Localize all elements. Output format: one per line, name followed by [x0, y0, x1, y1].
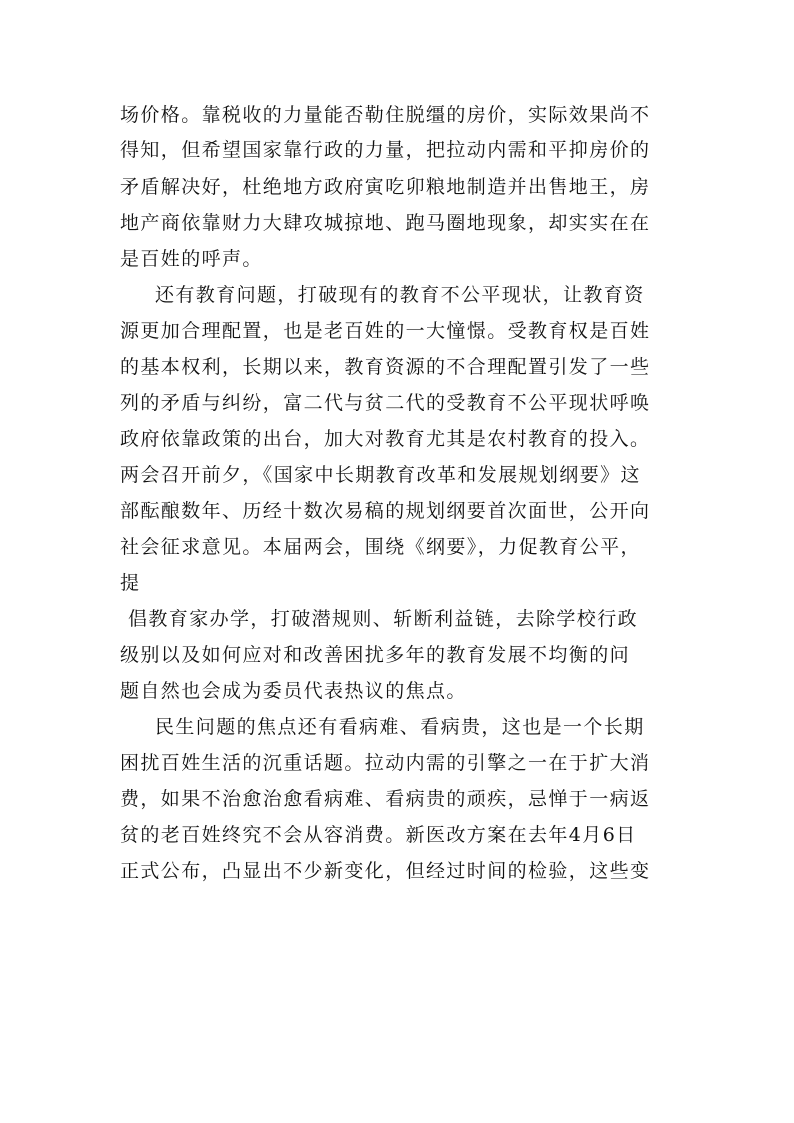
paragraph-start-line: 还有教育问题，打破现有的教育不公平现状，让教育资: [155, 284, 645, 306]
paragraph-start-line: 民生问题的焦点还有看病难、看病贵，这也是一个长期: [155, 716, 645, 738]
text-line: 两会召开前夕，《国家中长期教育改革和发展规划纲要》这: [120, 464, 641, 486]
text-line: 源更加合理配置，也是老百姓的一大憧憬。受教育权是百姓: [120, 320, 651, 342]
text-line: 的基本权利，长期以来，教育资源的不合理配置引发了一些: [120, 356, 651, 378]
text-line: 列的矛盾与纠纷，富二代与贫二代的受教育不公平现状呼唤: [120, 392, 651, 414]
text-line: 贫的老百姓终究不会从容消费。新医改方案在去年4月6日: [120, 824, 637, 846]
text-line: 场价格。靠税收的力量能否勒住脱缰的房价，实际效果尚不: [120, 104, 651, 126]
text-line: 费，如果不治愈治愈看病难、看病贵的顽疾，忌惮于一病返: [120, 788, 651, 810]
text-line: 题自然也会成为委员代表热议的焦点。: [120, 680, 467, 702]
text-line: 矛盾解决好，杜绝地方政府寅吃卯粮地制造并出售地王，房: [120, 176, 651, 198]
text-line: 级别以及如何应对和改善困扰多年的教育发展不均衡的问: [120, 644, 631, 666]
text-line: 是百姓的呼声。: [120, 248, 263, 270]
text-line: 得知，但希望国家靠行政的力量，把拉动内需和平抑房价的: [120, 139, 651, 161]
text-line: 倡教育家办学，打破潜规则、斩断利益链，去除学校行政: [128, 608, 639, 630]
text-line: 正式公布，凸显出不少新变化，但经过时间的检验，这些变: [120, 860, 651, 882]
text-line: 困扰百姓生活的沉重话题。拉动内需的引擎之一在于扩大消: [120, 752, 651, 774]
text-line: 地产商依靠财力大肆攻城掠地、跑马圈地现象，却实实在在: [120, 212, 651, 234]
text-line: 政府依靠政策的出台，加大对教育尤其是农村教育的投入。: [120, 428, 651, 450]
text-line: 提: [120, 572, 141, 594]
text-line: 部酝酿数年、历经十数次易稿的规划纲要首次面世，公开向: [120, 500, 651, 522]
text-line: 社会征求意见。本届两会，围绕《纲要》，力促教育公平，: [120, 536, 641, 558]
